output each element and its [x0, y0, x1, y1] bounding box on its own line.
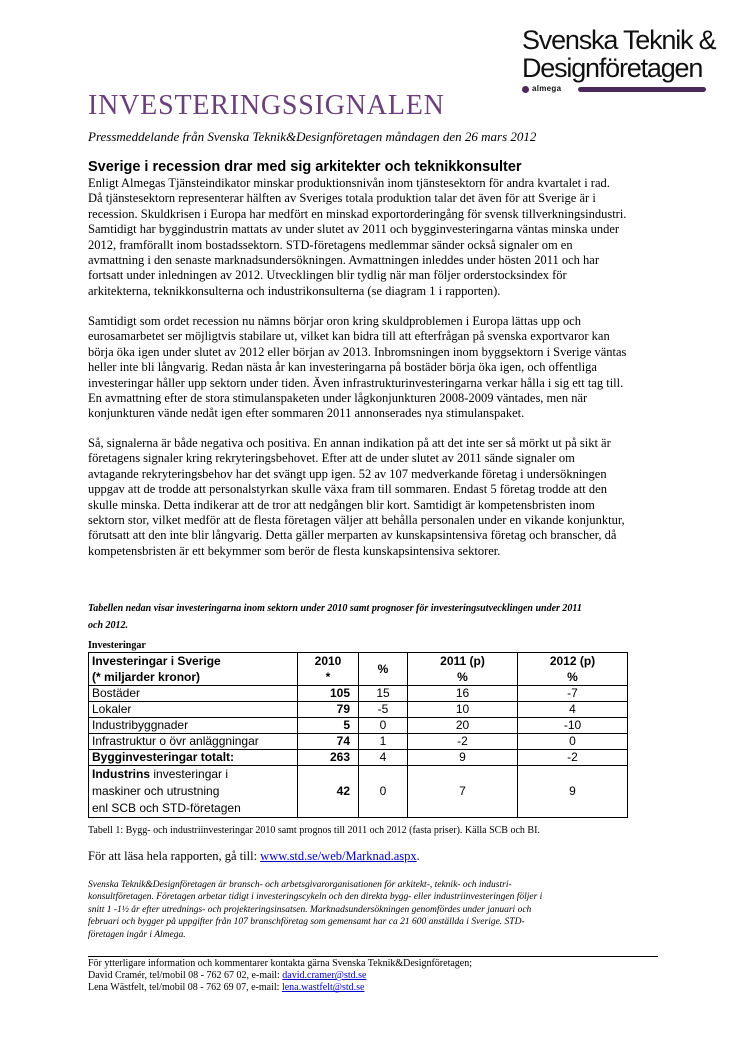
- row-label: Lokaler: [89, 702, 298, 718]
- header-2012: [518, 653, 628, 686]
- article-heading: Sverige i recession drar med sig arkitekter och teknikkonsulter: [88, 159, 522, 175]
- row-2011: -2: [408, 734, 518, 750]
- contact-person-2: [88, 982, 472, 994]
- table-caption-line: och 2012.: [88, 620, 128, 631]
- industry-2011: 7: [408, 766, 518, 818]
- paragraph-line: företagens signaler kring rekryteringsbehovet. Efter att de under slutet av 2011 sände signaler om: [88, 451, 575, 466]
- about-section: [88, 879, 668, 941]
- paragraph-line: sektorn stor, vilket medför att de flesta företagen väljer att behålla personalen under en vikande konjunktur,: [88, 513, 625, 528]
- table-caption-line: Tabellen nedan visar investeringarna inom sektorn under 2010 samt prognoser för investeringsutvecklingen under 2011: [88, 603, 582, 614]
- paragraph-line: avmattning i den senaste marknadsundersökningen. Avmattningen inleddes under hösten 2011 och har: [88, 253, 599, 268]
- table-row: [89, 734, 628, 750]
- row-pct: 1: [359, 734, 408, 750]
- paragraph-line: 2012, framförallt inom bostadssektorn. STD-företagens medlemmar sänder också signaler om en: [88, 237, 573, 252]
- logo-line-2: Designföretagen: [522, 53, 703, 83]
- contact-intro: För ytterligare information och kommentarer kontakta gärna Svenska Teknik&Designföretagen;: [88, 958, 472, 969]
- row-2012: -10: [518, 718, 628, 734]
- about-line: snitt 1 -1½ år efter utrednings- och projekteringsinsatsen. Marknadsundersökningen genomfördes under januari och: [88, 904, 532, 915]
- paragraph-line: avtagande rekryteringsbehov har det svängt upp igen. 52 av 107 medverkande företag i undersökningen: [88, 466, 607, 481]
- row-pct: 0: [359, 718, 408, 734]
- contact-person-1: [88, 970, 472, 982]
- paragraph-line: skulle minska. Detta indikerar att de tror att nedgången blir kort. Samtidigt är kompetensbristen inom: [88, 497, 595, 512]
- row-2010: 5: [298, 718, 359, 734]
- row-2011: 9: [408, 750, 518, 766]
- page-subtitle: Pressmeddelande från Svenska Teknik&Designföretagen måndagen den 26 mars 2012: [88, 129, 537, 144]
- logo-line-1: Svenska Teknik &: [522, 25, 716, 55]
- row-pct: 15: [359, 686, 408, 702]
- paragraph-line: fortsatt under inledningen av 2012. Utvecklingen blir tydlig när man följer orderstocksindex för: [88, 268, 567, 283]
- table-row-industry: [89, 766, 628, 818]
- paragraph-line: eurosamarbetet ser möjligtvis stabilare ut, vilket kan bidra till att efterfrågan på svenska exportvaror kan: [88, 329, 610, 344]
- row-2012: -2: [518, 750, 628, 766]
- industry-label-line1: [92, 766, 294, 783]
- paragraph-line: Samtidigt som ordet recession nu nämns börjar oron kring skuldproblemen i Europa lättas upp och: [88, 314, 581, 328]
- header-2010: [298, 653, 359, 686]
- industry-label-line2: maskiner och utrustning: [92, 784, 220, 798]
- logo-underline: [578, 87, 706, 92]
- paragraph-line: börja öka igen under slutet av 2012 eller början av 2013. Inbromsningen inom byggsektorn i Sverige väntas: [88, 344, 627, 359]
- row-label: Industribyggnader: [89, 718, 298, 734]
- table-caption: [88, 600, 668, 634]
- paragraph-2: [88, 314, 668, 422]
- header-category: [89, 653, 298, 686]
- logo-almega-bar: [522, 86, 706, 93]
- email-link-lena[interactable]: lena.wastfelt@std.se: [281, 982, 365, 994]
- logo: [522, 25, 722, 93]
- logo-dot-icon: [522, 86, 529, 93]
- paragraph-line: investeringar håller upp sektorn under tiden. Även infrastrukturinvesteringarna verkar hålla i sig ett tag till.: [88, 375, 624, 390]
- about-line: företagen ingår i Almega.: [88, 929, 186, 940]
- paragraph-1: [88, 176, 668, 299]
- contact-person-2-text: Lena Wästfelt, tel/mobil 08 - 762 69 07, e-mail:: [88, 982, 282, 994]
- industry-label: [89, 766, 298, 818]
- paragraph-line: Enligt Almegas Tjänsteindikator minskar produktionsnivån inom tjänstesektorn för andra kvartalet i rad.: [88, 176, 610, 190]
- row-2011: 20: [408, 718, 518, 734]
- paragraph-line: uppgav att de trodde att personalstyrkan skulle växa fram till sommaren. Endast 5 företag trodde att den: [88, 482, 607, 497]
- header-2010-line1: 2010: [314, 654, 342, 668]
- report-link[interactable]: www.std.se/web/Marknad.aspx: [260, 849, 417, 863]
- read-more: [88, 849, 420, 864]
- investment-table: [88, 652, 628, 818]
- row-2012: -7: [518, 686, 628, 702]
- row-2012: 0: [518, 734, 628, 750]
- paragraph-line: konjunkturen vände nedåt igen efter sommaren 2011 annonserades nya stimulanspaket.: [88, 406, 525, 421]
- industry-label-line3: enl SCB och STD-företagen: [92, 801, 241, 815]
- header-2011: [408, 653, 518, 686]
- header-2012-line1: 2012 (p): [549, 654, 596, 668]
- paragraph-3: [88, 436, 668, 559]
- paragraph-line: En avmattning efter de stora stimulanspaketen under lågkonjunkturen 2008-2009 väntades, men när: [88, 391, 588, 406]
- industry-2010: 42: [298, 766, 359, 818]
- paragraph-line: Samtidigt har byggindustrin mattats av under slutet av 2011 och bygginvesteringarna väntas minska under: [88, 222, 620, 237]
- header-category-line2: (* miljarder kronor): [92, 670, 201, 684]
- row-2010: 79: [298, 702, 359, 718]
- paragraph-line: recession. Skuldkrisen i Europa har medfört en minskad exportorderingång för svensk tillverkningsindustri.: [88, 206, 627, 221]
- industry-2012: 9: [518, 766, 628, 818]
- read-more-end: .: [416, 849, 420, 863]
- header-2011-line2: %: [457, 670, 468, 684]
- paragraph-line: förutsatt att den inte blir långvarig. Detta gäller merparten av kunskapsintensiva företag och branscher, då: [88, 528, 617, 543]
- table-header-row: [89, 653, 628, 686]
- row-pct: 4: [359, 750, 408, 766]
- page-title: INVESTERINGSSIGNALEN: [88, 90, 445, 121]
- row-label: Bostäder: [89, 686, 298, 702]
- row-2010: 263: [298, 750, 359, 766]
- paragraph-line: Då tjänstesektorn representerar hälften av Sveriges totala produktion talar det även för att Sverige är i: [88, 191, 596, 206]
- logo-almega: almega: [532, 84, 562, 93]
- about-line: februari och bygger på uppgifter från 107 branschföretag som gemensamt har ca 21 600 anställda i Sverige. STD-: [88, 917, 525, 928]
- table-label: Investeringar: [88, 640, 146, 651]
- row-2011: 16: [408, 686, 518, 702]
- about-line: konsultföretagen. Företagen arbetar tidigt i investeringscykeln och den direkta bygg- eller industriinvesteringen följer i: [88, 892, 543, 903]
- industry-label-rest: investeringar i: [150, 767, 229, 781]
- read-more-text: För att läsa hela rapporten, gå till:: [88, 849, 261, 863]
- row-pct: -5: [359, 702, 408, 718]
- contact-section: [88, 958, 472, 995]
- header-pct: %: [359, 653, 408, 686]
- row-2010: 74: [298, 734, 359, 750]
- about-line: Svenska Teknik&Designföretagen är bransch- och arbetsgivarorganisationen för arkitekt-, teknik- och industri-: [88, 880, 512, 890]
- table-row: [89, 702, 628, 718]
- row-2010: 105: [298, 686, 359, 702]
- table-row: [89, 718, 628, 734]
- header-2011-line1: 2011 (p): [440, 654, 485, 668]
- email-link-david[interactable]: david.cramer@std.se: [282, 970, 367, 982]
- row-label: Infrastruktur o övr anläggningar: [89, 734, 298, 750]
- paragraph-line: kompetensbristen är ett bekymmer som berör de flesta kunskapsintensiva sektorer.: [88, 543, 501, 558]
- paragraph-line: Så, signalerna är både negativa och positiva. En annan indikation på att det inte ser så mörkt ut på sikt är: [88, 436, 611, 450]
- header-2010-line2: *: [325, 670, 331, 684]
- header-2012-line2: %: [567, 670, 578, 684]
- industry-label-bold: Industrins: [92, 767, 151, 781]
- header-category-line1: Investeringar i Sverige: [92, 654, 221, 668]
- row-2012: 4: [518, 702, 628, 718]
- paragraph-line: arkitekterna, teknikkonsulterna och industrikonsulterna (se diagram 1 i rapporten).: [88, 283, 501, 298]
- contact-person-1-text: David Cramér, tel/mobil 08 - 762 67 02, e-mail:: [88, 970, 283, 982]
- table-note: Tabell 1: Bygg- och industriinvesteringar 2010 samt prognos till 2011 och 2012 (fasta priser). Källa SCB och BI.: [88, 825, 540, 836]
- row-label: Bygginvesteringar totalt:: [89, 750, 298, 766]
- divider: [88, 956, 658, 957]
- table-row-total: [89, 750, 628, 766]
- row-2011: 10: [408, 702, 518, 718]
- paragraph-line: heller inte bli långvarig. Redan nästa år kan investeringarna på bostäder börja öka igen, och offentliga: [88, 360, 597, 375]
- industry-pct: 0: [359, 766, 408, 818]
- table-row: [89, 686, 628, 702]
